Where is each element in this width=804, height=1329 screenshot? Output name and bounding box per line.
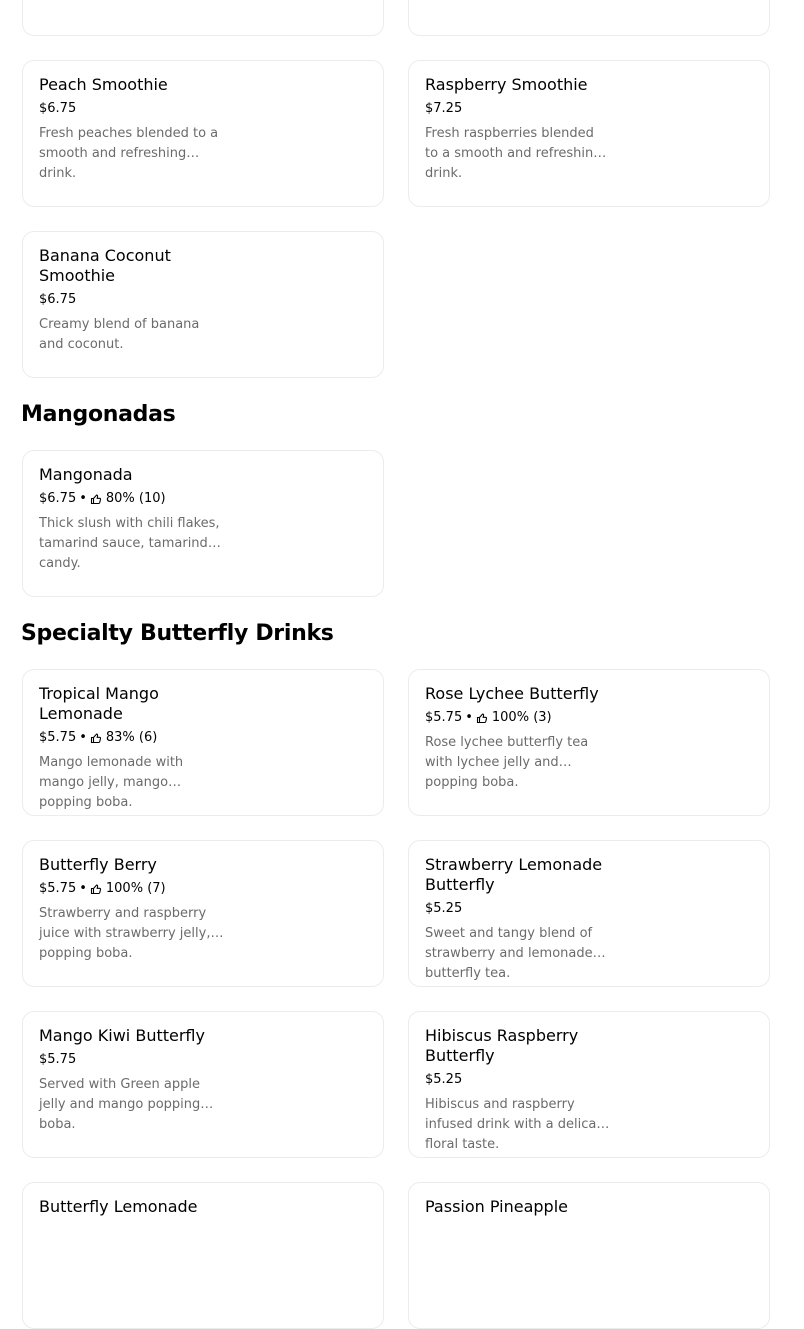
- item-name: Passion Pineapple: [425, 1197, 568, 1216]
- menu-item-card[interactable]: [22, 231, 384, 378]
- item-description: Sweet and tangy blend of strawberry and lemonade butterfly tea.: [425, 926, 593, 981]
- item-price: $5.75: [425, 710, 463, 725]
- menu-item-card[interactable]: [408, 669, 770, 816]
- menu-item-card[interactable]: [408, 1182, 770, 1329]
- item-description: Mango lemonade with mango jelly, mango popping boba.: [39, 755, 184, 810]
- menu-item-card[interactable]: [22, 1011, 384, 1158]
- menu-item-card[interactable]: [408, 0, 770, 36]
- item-description: Rose lychee butterfly tea with lychee jelly and popping boba.: [425, 735, 589, 790]
- item-description: Thick slush with chili flakes, tamarind sauce, tamarind candy.: [39, 516, 220, 571]
- menu-item-card[interactable]: [22, 669, 384, 816]
- card-content: [425, 1026, 610, 1152]
- separator-dot: •: [465, 710, 473, 725]
- item-name: Raspberry Smoothie: [425, 75, 588, 94]
- card-content: [39, 684, 209, 810]
- item-rating: 80% (10): [105, 491, 166, 506]
- card-content: [425, 855, 615, 981]
- item-meta: [425, 900, 615, 918]
- item-description: Served with Green apple jelly and mango popping boba.: [39, 1077, 201, 1132]
- menu-item-card[interactable]: [22, 0, 384, 36]
- item-price: $5.75: [39, 881, 77, 896]
- item-name: Hibiscus Raspberry Butterfly: [425, 1026, 579, 1065]
- item-meta: [39, 729, 209, 747]
- item-name: Strawberry Lemonade Butterfly: [425, 855, 603, 894]
- item-price: $5.75: [39, 730, 77, 745]
- card-content: [425, 75, 615, 181]
- menu-item-card[interactable]: [22, 450, 384, 597]
- thumbs-up-icon: [90, 883, 103, 896]
- separator-dot: •: [79, 491, 87, 506]
- card-content: [39, 1026, 229, 1132]
- item-name: Tropical Mango Lemonade: [39, 684, 159, 723]
- separator-dot: •: [79, 881, 87, 896]
- thumbs-up-icon: [476, 712, 489, 725]
- item-meta: [39, 880, 229, 898]
- item-description: Strawberry and raspberry juice with strawberry jelly, popping boba.: [39, 906, 211, 961]
- item-name: Banana Coconut Smoothie: [39, 246, 171, 285]
- card-content: [39, 75, 229, 181]
- item-name: Peach Smoothie: [39, 75, 168, 94]
- item-price: $5.25: [425, 1072, 463, 1087]
- menu-item-card[interactable]: [408, 840, 770, 987]
- item-meta: [39, 100, 229, 118]
- thumbs-up-icon: [90, 493, 103, 506]
- card-content: [425, 1197, 615, 1217]
- item-meta: [39, 291, 209, 309]
- card-content: [39, 855, 229, 961]
- item-meta: [39, 490, 229, 508]
- card-content: [425, 684, 615, 790]
- menu-item-card[interactable]: [408, 1011, 770, 1158]
- section-title-mangonadas: Mangonadas: [21, 402, 176, 427]
- menu-item-card[interactable]: [22, 840, 384, 987]
- item-price: $7.25: [425, 101, 463, 116]
- item-name: Butterfly Berry: [39, 855, 157, 874]
- menu-item-card[interactable]: [22, 1182, 384, 1329]
- card-content: [39, 246, 209, 355]
- item-price: $5.25: [425, 901, 463, 916]
- item-meta: [39, 1051, 229, 1069]
- item-rating: 100% (7): [105, 881, 166, 896]
- section-title-butterfly: Specialty Butterfly Drinks: [21, 621, 334, 646]
- item-name: Butterfly Lemonade: [39, 1197, 198, 1216]
- item-meta: [425, 1071, 595, 1089]
- thumbs-up-icon: [90, 732, 103, 745]
- item-meta: [425, 709, 615, 727]
- item-description: Creamy blend of banana and coconut.: [39, 317, 200, 352]
- menu-item-card[interactable]: [22, 60, 384, 207]
- separator-dot: •: [79, 730, 87, 745]
- item-price: $5.75: [39, 1052, 77, 1067]
- item-price: $6.75: [39, 101, 77, 116]
- menu-item-card[interactable]: [408, 60, 770, 207]
- item-description: Fresh peaches blended to a smooth and refreshing drink.: [39, 126, 219, 181]
- item-price: $6.75: [39, 491, 77, 506]
- item-name: Mangonada: [39, 465, 133, 484]
- item-rating: 83% (6): [105, 730, 158, 745]
- item-description: Fresh raspberries blended to a smooth and refreshing drink.: [425, 126, 602, 181]
- item-rating: 100% (3): [491, 710, 552, 725]
- item-meta: [425, 100, 615, 118]
- item-description: Hibiscus and raspberry infused drink with a delicate floral taste.: [425, 1097, 610, 1152]
- card-content: [39, 1197, 229, 1217]
- item-name: Rose Lychee Butterfly: [425, 684, 599, 703]
- item-price: $6.75: [39, 292, 77, 307]
- item-name: Mango Kiwi Butterfly: [39, 1026, 205, 1045]
- card-content: [39, 465, 229, 571]
